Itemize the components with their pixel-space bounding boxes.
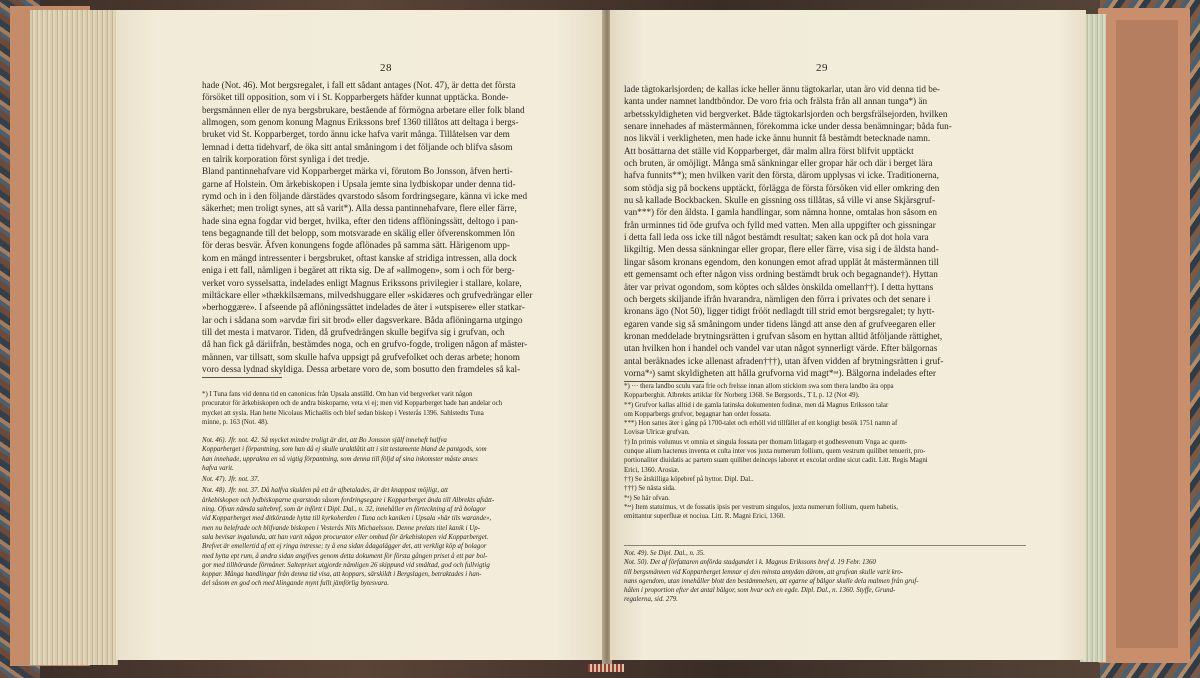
body-line: bruket vid St. Kopparberget, tordo ännu icke hafva varit många. Tillåtelsen var dem — [202, 129, 510, 140]
body-line: och bergets skiljande ifrån hvarandra, nämligen den förra i privates och det senare i — [624, 293, 931, 304]
note-line: men nu belefrade och blifvande biskopen i Vesterås Nils Michaelsson. Denne prelats titel kanik i Up- — [202, 524, 480, 532]
footnote-line: cunque alium hactenus inventa et culta inter vos juxta numerum follium, quem vestrum quilibet tenuerit, pro- — [624, 448, 926, 456]
body-line: och bruten, är omöjligt. Många små sänkningar eller gropar här och där i berget lära — [624, 158, 933, 169]
body-line: lade tägtokarlsjorden; de kallas icke heller ännu tägtokarlar, utan äro vid denna tid be- — [624, 84, 940, 94]
body-line: till det mesta i matvaror. Tiden, då grufvedrängen skulle begifva sig i grufvan, och — [202, 326, 505, 337]
note-line: koppar. Många handlingar från denna tid visa, att koppars, särskildt i Bergslagen, betraktades i han- — [202, 571, 482, 579]
body-line: eniga i ett fall, nämligen i begäret att rikta sig. De af »allmogen», som i och för berg- — [202, 265, 515, 276]
body-line: äter var privat ogondom, som köptes och såldes ònskilda omellan††). I detta hyttans — [624, 281, 934, 292]
note-line: Not. 47). Jfr. not. 37. — [202, 476, 260, 484]
body-line: lar och i sådana som »arvdæ firi sit brod» eller dagsverkare. Båda aflöningarna utgingo — [202, 314, 523, 325]
body-line: nos likväl i verkligheten, men hade icke ännu hunnit få bestämdt betecknade namn. — [624, 133, 931, 144]
note-line: ärkebiskopen och lydbiskoparne qvarstodo såsom fordringsegare i Kopparberget ända till Albrekts afsätt- — [202, 496, 495, 504]
footnote-line: *ᵃᵃ) Item statuimus, vt de fossatis ipsis per vestrum singulos, juxta numerum follium, quem habetis, — [624, 503, 899, 511]
body-line: lingar såsom kronans egendom, den konungen emot afrad upplät åt mästermännen till — [624, 256, 939, 267]
note-line: Brefvet är emellertid af ett ej ringa intresse; ty å ena sidan ådagalägger det, att verkligt köp af bolagor — [202, 543, 487, 551]
body-line: garne af Holstein. Om ärkebiskopen i Upsala jemte sina lydbiskopar under denna tid- — [202, 178, 516, 189]
note-line: del såsom en god och med klingande mynt fullt jämförlig bytesvara. — [202, 580, 389, 588]
body-line: kanta under namnet landtböndor. De voro fria och frälsta från all annan tunga*) än — [624, 96, 928, 107]
footnote-line: portionaliter diuidatis ac partem suam quilibet deinceps laboret et excolat ordine sicut cadit. Litt. Regis Magni — [624, 457, 928, 465]
note-line: Not. 46). Jfr. not. 42. Så mycket mindre troligt är det, att Bo Jonsson själf inneheft halfva — [202, 437, 447, 444]
body-line: i detta fall leda oss icke till något bestämdt resultat; saken kan ock på dot hola vara — [624, 232, 929, 243]
body-line: från urminnes tid öde grufva och fylld med vatten. Men alla uppgifter och gissningar — [624, 219, 936, 230]
note-line: nans ogendom, utan innehåller blott den bestämmelsen, att egarne af bälgor skulle dela malmen från gruf- — [624, 577, 919, 585]
editor-notes — [202, 436, 590, 589]
footnote-line: †††) Se nästa sida. — [624, 485, 676, 493]
body-line: en talrik korporation först synliga i det tredje. — [202, 154, 370, 165]
body-line: verket voro sysselsatta, indelades enligt Magnus Erikssons privilegier i stallare, kolare, — [202, 277, 522, 288]
footnote-line: procurator för ärkebiskopen och de andra biskoparne, veta vi ej; men vid Kopparberget hade han andelar och — [202, 400, 503, 408]
body-line: försöket till opposition, som vi i St. Kopparbergets häfder kunnat upptäcka. Bonde- — [202, 92, 509, 103]
body-line: kronan meddelade brytningsrätten i grufvan såsom en hyttan alltid åtföljande rättighet, — [624, 330, 943, 341]
footnote-line: om Kopparbergs grufvor, begagnar han ordet fossata. — [624, 410, 771, 418]
body-line: hade (Not. 46). Mot bergsregalet, i fall ett sådant antages (Not. 47), är detta det första — [202, 80, 516, 90]
body-line: ett gemensamt och efter någon viss ordning bestämdt bruk och begagnande†). Hyttan — [624, 269, 938, 280]
footnote-line: *) ··· thera landbo sculu vara frie och frelsse innan allom stickiom swa som thera landbo ära oppa — [624, 383, 894, 390]
footnote-line: †) In primis volumus vt omnia et singula fossata per thomam litlagarp et godhesvenum Vnga ac quem- — [624, 438, 908, 446]
body-line: rymd och in i den följande därstädes qvarstodo såsom fordringsegare, känna vi icke med — [202, 191, 528, 202]
editor-notes — [624, 549, 1026, 605]
footnote-line: *ᵃ) Se här ofvan. — [624, 494, 670, 502]
footnotes — [624, 382, 1026, 521]
body-line: som stödja sig på bockens upptäckt, förlägga de första försöken vid eller omkring den — [624, 182, 940, 193]
footnote-line: Lovisæ Ulricæ grufvan. — [624, 429, 690, 437]
note-line: hafva varit. — [202, 464, 234, 472]
body-line: likgiltig. Men dessa sänkningar eller gropar, flere eller färre, visa sig i de äldsta hand- — [624, 244, 939, 255]
body-text — [624, 83, 1026, 379]
body-line: miltäckare eller »thækkilsæmans, milvedshuggare eller »skidæres och grufvedrängar eller — [202, 289, 533, 300]
notes-divider — [624, 545, 1026, 546]
body-line: säkerhet; men troligt synes, att så varit*). Alla dessa pantinnehafvare, flere eller färre, — [202, 203, 517, 214]
page-number: 28 — [380, 62, 392, 74]
note-line: Not. 48). Jfr. not. 37. Då halfva skulden på ett år afbetalades, är det knappast möjligt, att — [202, 487, 448, 495]
body-line: egaren vande sig så småningom under tidens längd att anse den af grufveegaren eller — [624, 318, 936, 329]
note-line: hålen i proportion efter det antal bälgor, som hvar och en egde. Dipl. Dal., n. 1360. Styffe, Grund- — [624, 587, 896, 595]
body-line: Bland pantinnehafvare vid Kopparberget märka vi, förutom Bo Jonsson, äfven herti- — [202, 166, 513, 177]
footnote-line: Erici, 1360. Arosiæ. — [624, 466, 680, 474]
body-line: männen, var tillsatt, som skulle hafva uppsigt på grufvefolket och deras arbete; honom — [202, 351, 520, 362]
right-page — [610, 10, 1086, 660]
note-line: vid Kopparberget med ditkörande hytta till kyrkoherden i Tuna och kaniken i Upsala »här tils warande», — [202, 515, 492, 523]
left-page — [116, 10, 604, 660]
body-line: senare innehades af mästermännen, förekomma icke under dessa benämningar; båda fun- — [624, 121, 952, 132]
footnote-line: *) I Tuna fans vid denna tid en canonicus från Upsala anställd. Om han vid bergverket varit någon — [202, 391, 473, 398]
footnote-line: **) Grufvor kallas alltid i de gamla latinska dokumenten fodinæ, men då Magnus Eriksson talar — [624, 401, 889, 409]
footnote-line: ††) Se åtskilliga köpebref på hyttor. Dipl. Dal.. — [624, 475, 754, 483]
body-line: nu så kallade Bockbacken. Skulle en gissning oss tillåtas, så ville vi anse Skjärsgruf- — [624, 195, 936, 206]
body-line: voro dessa lydnad skyldiga. Dessa arbetare voro de, som bosutto den framdeles så kal- — [202, 363, 521, 374]
body-line: allmogen, som genom konung Magnus Erikssons bref 1360 tillåtos att deltaga i bergs- — [202, 117, 519, 128]
body-line: utan hvilken hon i handel och vandel var utan något synnerligt värde. Efter bälgornas — [624, 343, 938, 354]
footnote-line: emittantur superfluæ et nociua. Litt. R. Magni Erici, 1360. — [624, 513, 785, 521]
page-edges-left — [30, 10, 118, 665]
body-line: antal beräknades icke allenast afraden†††), utan äfven vidden af brytningsrätten i gruf- — [624, 355, 944, 366]
body-line: tens begagnande till det belopp, som motsvarade en skälig eller öfverenskommen lön — [202, 228, 515, 239]
note-line: med hytta ept rum, å andra sidan angifves genom detta dokument för första gången priset å ett par bol- — [202, 552, 488, 560]
note-line: Not. 49). Se Dipl. Dal., n. 35. — [624, 550, 705, 557]
footnote-line: ***) Hon sattes äter i gång på 1700-talet och erhöll vid tillfället af ett kongligt besök 1751 namn af — [624, 420, 898, 428]
headband — [588, 664, 624, 672]
body-line: för deras besvär. Äfven konungens fogde aflönades på samma sätt. Härigenom upp- — [202, 240, 510, 251]
note-line: sala bevisar ingalunda, att han varit någon procurator eller ombud för ärkebiskopen vid Kopparberget. — [202, 533, 489, 541]
body-line: hade sina egna fogdar vid berget, hvilka, efter den tidens afflöningssätt, deltogo i pan- — [202, 215, 519, 226]
body-line: van***) för den äldsta. I gamla handlingar, som nämna honne, omtalas hon såsom en — [624, 207, 937, 218]
footnotes — [202, 390, 590, 427]
note-line: ning. Ofvan nämda saltebref, som är införtt i Dipl. Dal., n. 32, innehåller en förteckning af trå bolagor — [202, 506, 486, 514]
body-line: kronans ägo (Not 50), ligger tidigt frööt nedlagdt till strid emot bergsregalet; ty hytt- — [624, 306, 935, 317]
note-line: han innehade, upprakna en så vigtig förpantning, som denna till följd af sina inkomster måste anses — [202, 455, 478, 463]
footnote-line: minne, p. 163 (Not. 48). — [202, 418, 269, 426]
body-text — [202, 79, 590, 375]
footnote-line: mycket att sysla. Han hette Nicolaus Michaëlis och blef sedan biskop i Vesterås 1396. Sahlstedts Tuna — [202, 409, 484, 417]
footnote-rule — [202, 377, 282, 378]
body-line: arbetsskyldigheten vid bergverket. Både tägtokarlsjorden och bergsfrälsejorden, hvilken — [624, 108, 948, 119]
body-line: hafva funnits**); men hvilken varit den första, därom upplysas vi icke. Traditionerna, — [624, 170, 939, 181]
body-line: bergsmännen eller de nya bergsbrukare, bestående af förmögna arbetare eller folk bland — [202, 104, 525, 115]
body-line: »berhoggære». I afseende på aflöningssättet indelades de äter i »utspisere» eller statkar- — [202, 302, 525, 313]
cover-board-right — [1098, 8, 1190, 663]
footnote-line: Kopparberghit. Albrekts artiklar för Norberg 1368. Se Bergsords., T I, p. 12 (Not 49). — [624, 392, 860, 400]
body-line: Att bosättarna det ställe vid Kopparberget, där malm allra först blifvit upptäckt — [624, 145, 914, 156]
note-line: regalerna, sid. 279. — [624, 596, 678, 604]
note-line: Kopparberget i förpantning, som han då ej skulle uraktlåtit att i sitt testamente bland de pantgods, som — [202, 446, 487, 454]
body-line: lemnad i detta tidehvarf, de öka sitt antal småningom i det följande och blifva såsom — [202, 141, 513, 152]
note-line: Not. 50). Det af författaren anförda stadgandet i k. Magnus Erikssons bref d. 19 Febr. 1360 — [624, 559, 876, 567]
page-number: 29 — [816, 62, 828, 74]
body-line: kom en mängd intressenter i bergsbruket, oftast kanske af stridiga intressen, alla dock — [202, 252, 517, 263]
note-line: till bergsmännen vid Kopparberget lemnar ej den minsta antydan därom, att grufvan skulle varit kro- — [624, 568, 903, 576]
note-line: gor med tillhörande förmåner. Saltepriset utgjorde nämligen 26 skippund vid smältad, god och fullvigtig — [202, 561, 490, 569]
body-line: vorna*ᵃ) samt skyldigheten att hålla grufvorna vid magt*ᵃᵃ). Bälgorna indelades efter — [624, 367, 936, 378]
body-line: då han fick gå däriifrån, bestämdes noga, och en grufvo-fogde, troligen någon af mäster- — [202, 339, 528, 350]
